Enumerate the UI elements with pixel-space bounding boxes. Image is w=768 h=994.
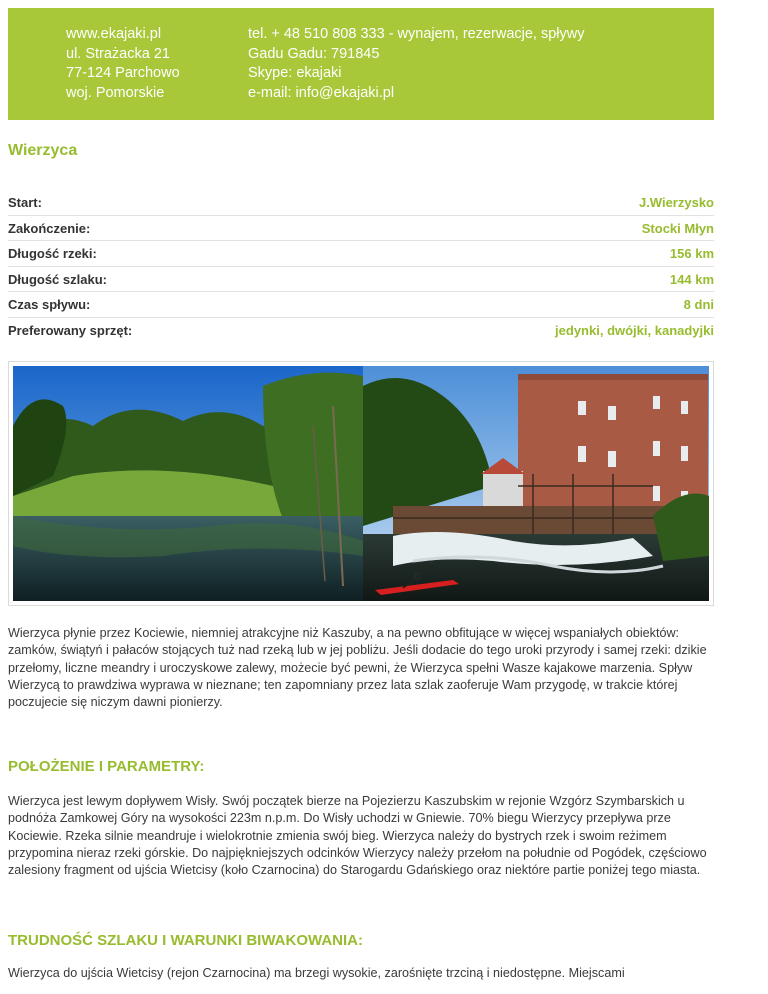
param-row-end: [8, 216, 714, 242]
contact-header: [8, 8, 714, 120]
region: woj. Pomorskie: [66, 84, 165, 101]
page-title: Wierzyca: [8, 142, 78, 159]
param-value: jedynki, dwójki, kanadyjki: [555, 322, 714, 338]
param-label: Długość szlaku:: [8, 271, 107, 287]
gadu-gadu-line: Gadu Gadu: 791845: [248, 45, 380, 62]
email-link[interactable]: e-mail: info@ekajaki.pl: [248, 84, 395, 101]
intro-paragraph: Wierzyca płynie przez Kociewie, niemniej atrakcyjne niż Kaszuby, a na pewno obfitujące w więcej wspaniałych obiektów: zamków, świątyń i pałaców stojących tuż nad rzeką lub w jej pobliżu. Jeśli dodacie do tego uroki przyrody i samej rzeki: dzikie przełomy, liczne meandry i uroczyskowe zalewy, możecie być pewni, że Wierzyca spełni Wasze kajakowe marzenia. Spływ Wierzycą to prawdziwa wyprawa w nieznane; ten zapomniany przez lata szlak zaoferuje Wam przygodę, w trakcie której poczujecie się niczym dawni pionierzy.: [8, 626, 707, 710]
website-link[interactable]: www.ekajaki.pl: [66, 26, 162, 42]
param-value: J.Wierzysko: [638, 195, 714, 210]
param-row-trail-length: [8, 267, 714, 293]
param-row-equipment: [8, 318, 714, 344]
param-row-river-length: [8, 241, 714, 267]
postal-city: 77-124 Parchowo: [66, 65, 180, 81]
contact-block: [248, 25, 585, 103]
skype-line: Skype: ekajaki: [248, 65, 342, 81]
param-row-duration: [8, 292, 714, 318]
route-parameters: [8, 190, 714, 343]
photo-collage: [13, 366, 709, 601]
location-paragraph: Wierzyca jest lewym dopływem Wisły. Swój początek bierze na Pojezierzu Kaszubskim w rejonie Wzgórz Szymbarskich u podnóża Zamkowej Góry na wysokości 223m n.p.m. Do Wisły uchodzi w Gniewie. 70% biegu Wierzycy przepływa prze Kociewie. Rzeka silnie meandruje i wielokrotnie zmienia swój bieg. Wierzyca należy do bystrych rzek i swoim reżimem przypomina nieraz rzeki górskie. Do najpiękniejszych odcinków Wierzycy należy przełom na południe od Pogódek, częściowo zalesiony fragment od ujścia Wietcisy (koło Czarnocina) do Starogardu Gdańskiego oraz niektóre partie poniżej tego miasta.: [8, 794, 707, 878]
difficulty-paragraph: Wierzyca do ujścia Wietcisy (rejon Czarnocina) ma brzegi wysokie, zarośnięte trzciną i niedostępne. Miejscami: [8, 966, 625, 980]
section-heading-location: POŁOŻENIE I PARAMETRY:: [8, 758, 205, 775]
param-row-start: [8, 190, 714, 216]
river-mill-photo-image: [13, 366, 709, 601]
param-label: Start:: [8, 195, 42, 210]
street-address: ul. Strażacka 21: [66, 45, 170, 62]
address-block: [66, 25, 180, 103]
param-value: 144 km: [669, 271, 714, 287]
param-label: Czas spływu:: [8, 297, 91, 312]
param-label: Długość rzeki:: [8, 246, 97, 261]
phone-line: tel. + 48 510 808 333 - wynajem, rezerwacje, spływy: [248, 26, 585, 42]
param-value: 156 km: [669, 246, 714, 261]
param-label: Preferowany sprzęt:: [8, 322, 133, 338]
param-value: Stocki Młyn: [641, 220, 714, 236]
section-heading-difficulty: TRUDNOŚĆ SZLAKU I WARUNKI BIWAKOWANIA:: [8, 932, 363, 949]
river-photo: [8, 361, 714, 606]
param-value: 8 dni: [683, 297, 714, 312]
param-label: Zakończenie:: [8, 220, 91, 236]
